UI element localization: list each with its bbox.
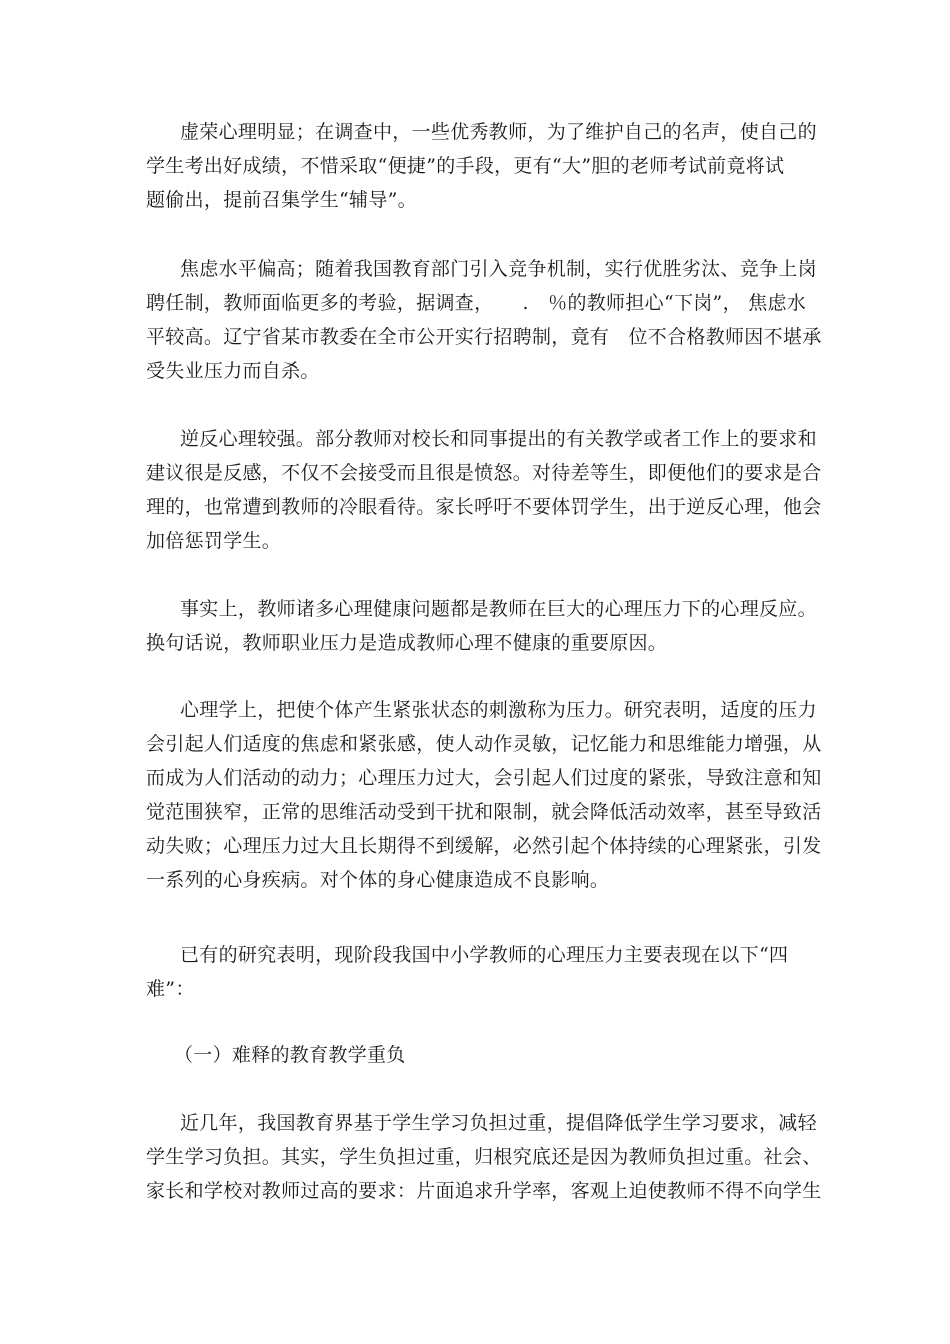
text-line: 理的，也常遭到教师的冷眼看待。家长呼吁不要体罚学生，出于逆反心理，他会 (146, 496, 822, 518)
paragraph-fact (146, 592, 817, 660)
text-line: 焦虑水平偏高；随着我国教育部门引入竞争机制，实行优胜劣汰、竞争上岗 (180, 258, 817, 280)
paragraph-vanity (146, 115, 817, 217)
text-line: 动失败；心理压力过大且长期得不到缓解，必然引起个体持续的心理紧张，引发 (146, 835, 822, 857)
text-line: 近几年，我国教育界基于学生学习负担过重，提倡降低学生学习要求，减轻 (180, 1112, 817, 1134)
text-line: 一系列的心身疾病。对个体的身心健康造成不良影响。 (146, 869, 610, 891)
paragraph-burden (146, 1106, 822, 1208)
section-heading (146, 1038, 812, 1072)
text-line: 家长和学校对教师过高的要求：片面追求升学率，客观上迫使教师不得不向学生 (146, 1180, 822, 1202)
text-line: 已有的研究表明，现阶段我国中小学教师的心理压力主要表现在以下“四 (180, 944, 789, 966)
text-line: 换句话说，教师职业压力是造成教师心理不健康的重要原因。 (146, 632, 668, 654)
text-line: 受失业压力而自杀。 (146, 360, 320, 382)
text-line: 会引起人们适度的焦虑和紧张感，使人动作灵敏，记忆能力和思维能力增强，从 (146, 733, 822, 755)
paragraph-research (146, 938, 812, 1006)
text-line: 题偷出，提前召集学生“辅导”。 (146, 189, 417, 211)
text-line: 而成为人们活动的动力；心理压力过大，会引起人们过度的紧张，导致注意和知 (146, 767, 822, 789)
text-line: 平较高。辽宁省某市教委在全市公开实行招聘制，竟有 位不合格教师因不堪承 (146, 326, 822, 348)
paragraph-psychology (146, 693, 822, 897)
paragraph-rebellion (146, 422, 822, 558)
text-line: 心理学上，把使个体产生紧张状态的刺激称为压力。研究表明，适度的压力 (180, 699, 817, 721)
text-line: 建议很是反感，不仅不会接受而且很是愤怒。对待差等生，即便他们的要求是合 (146, 462, 822, 484)
heading-line: （一）难释的教育教学重负 (174, 1044, 406, 1066)
text-line: 难”： (146, 978, 195, 1000)
text-line: 加倍惩罚学生。 (146, 530, 282, 552)
text-line: 逆反心理较强。部分教师对校长和同事提出的有关教学或者工作上的要求和 (180, 428, 817, 450)
text-line: 聘任制，教师面临更多的考验，据调查， . ％的教师担心“下岗”， 焦虑水 (146, 292, 807, 314)
text-line: 学生考出好成绩，不惜采取“便捷”的手段，更有“大”胆的老师考试前竟将试 (146, 155, 785, 177)
text-line: 学生学习负担。其实，学生负担过重，归根究底还是因为教师负担过重。社会、 (146, 1146, 822, 1168)
paragraph-anxiety (146, 252, 822, 388)
text-line: 虚荣心理明显；在调查中，一些优秀教师，为了维护自己的名声，使自己的 (180, 121, 817, 143)
text-line: 事实上，教师诸多心理健康问题都是教师在巨大的心理压力下的心理反应。 (180, 598, 817, 620)
text-line: 觉范围狭窄，正常的思维活动受到干扰和限制，就会降低活动效率，甚至导致活 (146, 801, 822, 823)
